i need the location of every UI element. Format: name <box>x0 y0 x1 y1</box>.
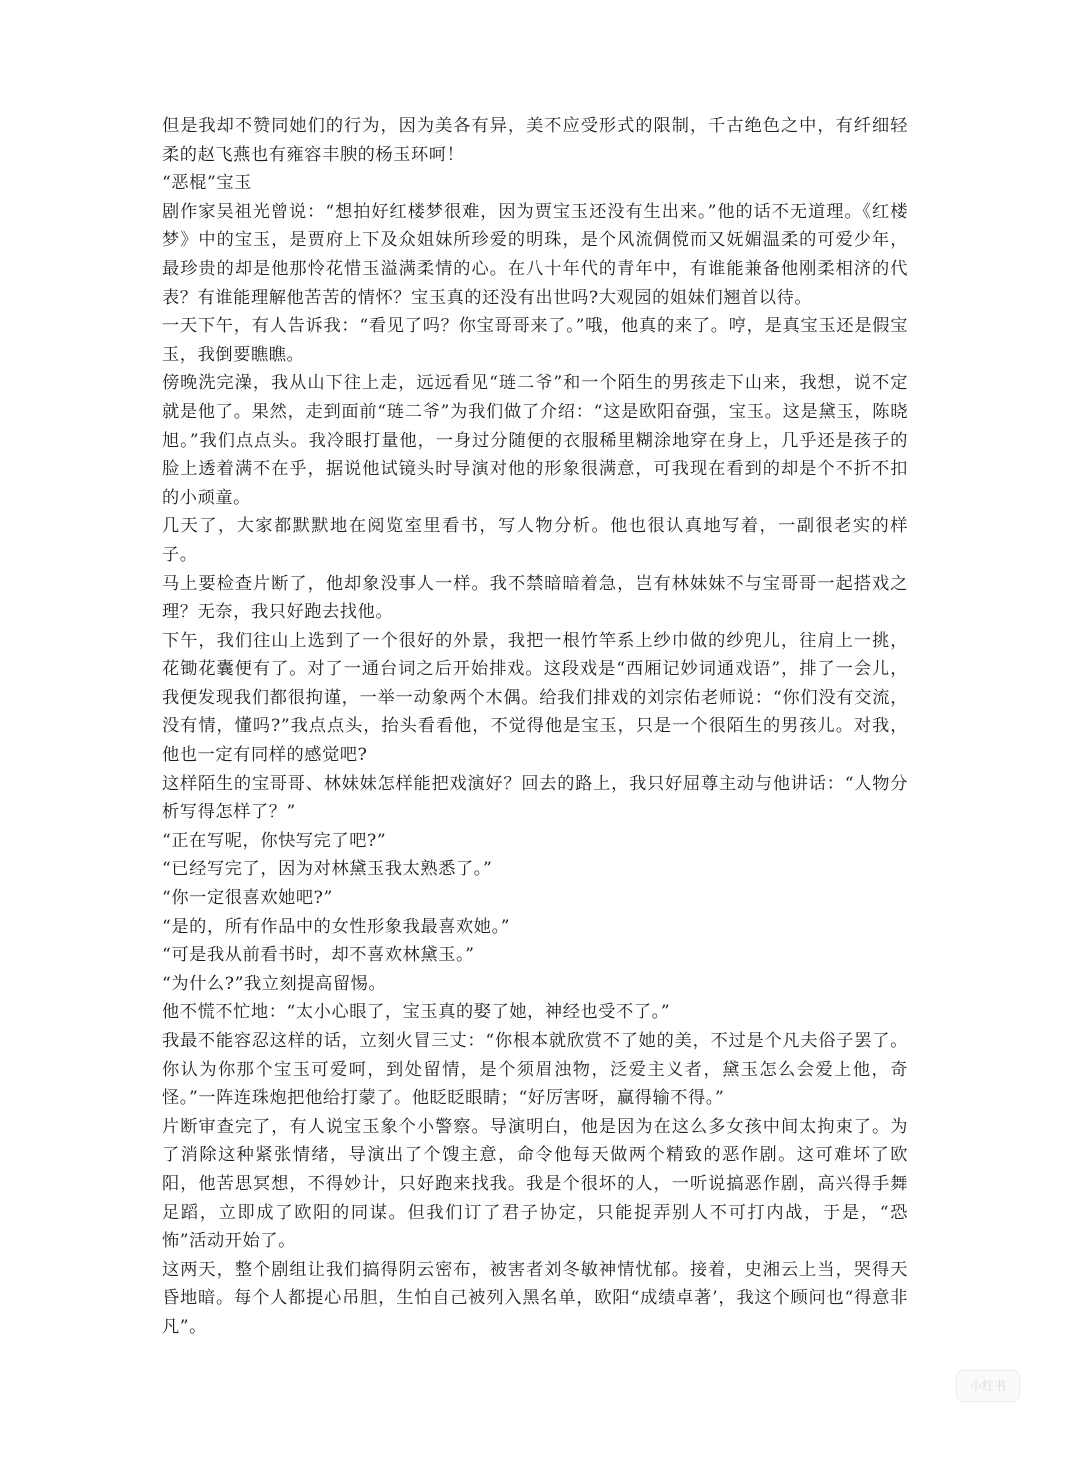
paragraph-11: 这两天，整个剧组让我们搞得阴云密布，被害者刘冬敏神情忧郁。接着，史湘云上当，哭得天昏地暗。每个人都提心吊胆，生怕自己被列入黑名单，欧阳“成绩卓著’，我这个顾问也“得意非凡”。 <box>162 1259 908 1337</box>
paragraph-6: 马上要检查片断了，他却象没事人一样。我不禁暗暗着急，岂有林妹妹不与宝哥哥一起搭戏之理？无奈，我只好跑去找他。 <box>162 573 908 623</box>
paragraph-4: 傍晚洗完澡，我从山下往上走，远远看见“琏二爷”和一个陌生的男孩走下山来，我想，说不定就是他了。果然，走到面前“琏二爷”为我们做了介绍：“这是欧阳奋强，宝玉。这是黛玉，陈晓旭。”我们点点头。我冷眼打量他，一身过分随便的衣服稀里糊涂地穿在身上，几乎还是孩子的脸上透着满不在乎，据说他试镜头时导演对他的形象很满意，可我现在看到的却是个不折不扣的小顽童。 <box>162 373 908 508</box>
paragraph-7: 下午，我们往山上选到了一个很好的外景，我把一根竹竿系上纱巾做的纱兜儿，往肩上一挑，花锄花囊便有了。对了一通台词之后开始排戏。这段戏是“西厢记妙词通戏语”，排了一会儿，我便发现我们都很拘谨，一举一动象两个木偶。给我们排戏的刘宗佑老师说：“你们没有交流，没有情，懂吗?”我点点头，抬头看看他，不觉得他是宝玉，只是一个很陌生的男孩儿。对我，他也一定有同样的感觉吧? <box>162 630 908 766</box>
dialogue-line-3: “你一定很喜欢她吧?” <box>162 888 333 909</box>
xiaohongshu-watermark: 小红书 <box>956 1370 1020 1402</box>
dialogue-line-6: “为什么?”我立刻提高留惕。 <box>162 973 387 994</box>
paragraph-2: 剧作家吴祖光曾说：“想拍好红楼梦很难，因为贾宝玉还没有生出来。”他的话不无道理。《红楼梦》中的宝玉，是贾府上下及众姐妹所珍爱的明珠，是个风流倜傥而又妩媚温柔的可爱少年，最珍贵的却是他那怜花惜玉溢满柔情的心。在八十年代的青年中，有谁能兼备他刚柔相济的代表？有谁能理解他苦苦的情怀？宝玉真的还没有出世吗?大观园的姐妹们翘首以待。 <box>162 201 908 308</box>
paragraph-1: 但是我却不赞同她们的行为，因为美各有异，美不应受形式的限制，千古绝色之中，有纤细轻柔的赵飞燕也有雍容丰腴的杨玉环呵！ <box>162 116 908 165</box>
dialogue-line-4: “是的，所有作品中的女性形象我最喜欢她。” <box>162 916 511 937</box>
dialogue-line-5: “可是我从前看书时，却不喜欢林黛玉。” <box>162 945 475 966</box>
paragraph-8: 这样陌生的宝哥哥、林妹妹怎样能把戏演好？回去的路上，我只好屈尊主动与他讲话：“人物分析写得怎样了？” <box>162 773 908 823</box>
dialogue-line-1: “正在写呢，你快写完了吧?” <box>162 830 387 851</box>
paragraph-5: 几天了，大家都默默地在阅览室里看书，写人物分析。他也很认真地写着，一副很老实的样子。 <box>162 516 908 565</box>
dialogue-line-7: 他不慌不忙地：“太小心眼了，宝玉真的娶了她，神经也受不了。” <box>162 1002 671 1023</box>
paragraph-3: 一天下午，有人告诉我：“看见了吗？你宝哥哥来了。”哦，他真的来了。哼，是真宝玉还是假宝玉，我倒要瞧瞧。 <box>162 316 908 365</box>
article-body <box>162 112 908 1342</box>
dialogue-line-2: “已经写完了，因为对林黛玉我太熟悉了。” <box>162 859 493 880</box>
section-heading: “恶棍”宝玉 <box>162 173 252 194</box>
paragraph-10: 片断审查完了，有人说宝玉象个小警察。导演明白，他是因为在这么多女孩中间太拘束了。为了消除这种紧张情绪，导演出了个馊主意，命令他每天做两个精致的恶作剧。这可难坏了欧阳，他苦思冥想，不得妙计，只好跑来找我。我是个很坏的人，一听说搞恶作剧，高兴得手舞足蹈，立即成了欧阳的同谋。但我们订了君子协定，只能捉弄别人不可打内战，于是，“恐怖”活动开始了。 <box>162 1116 908 1252</box>
paragraph-9: 我最不能容忍这样的话，立刻火冒三丈：“你根本就欣赏不了她的美，不过是个凡夫俗子罢了。你认为你那个宝玉可爱呵，到处留情，是个须眉浊物，泛爱主义者，黛玉怎么会爱上他，奇怪。”一阵连珠炮把他给打蒙了。他眨眨眼睛；“好厉害呀，赢得输不得。” <box>162 1031 908 1109</box>
